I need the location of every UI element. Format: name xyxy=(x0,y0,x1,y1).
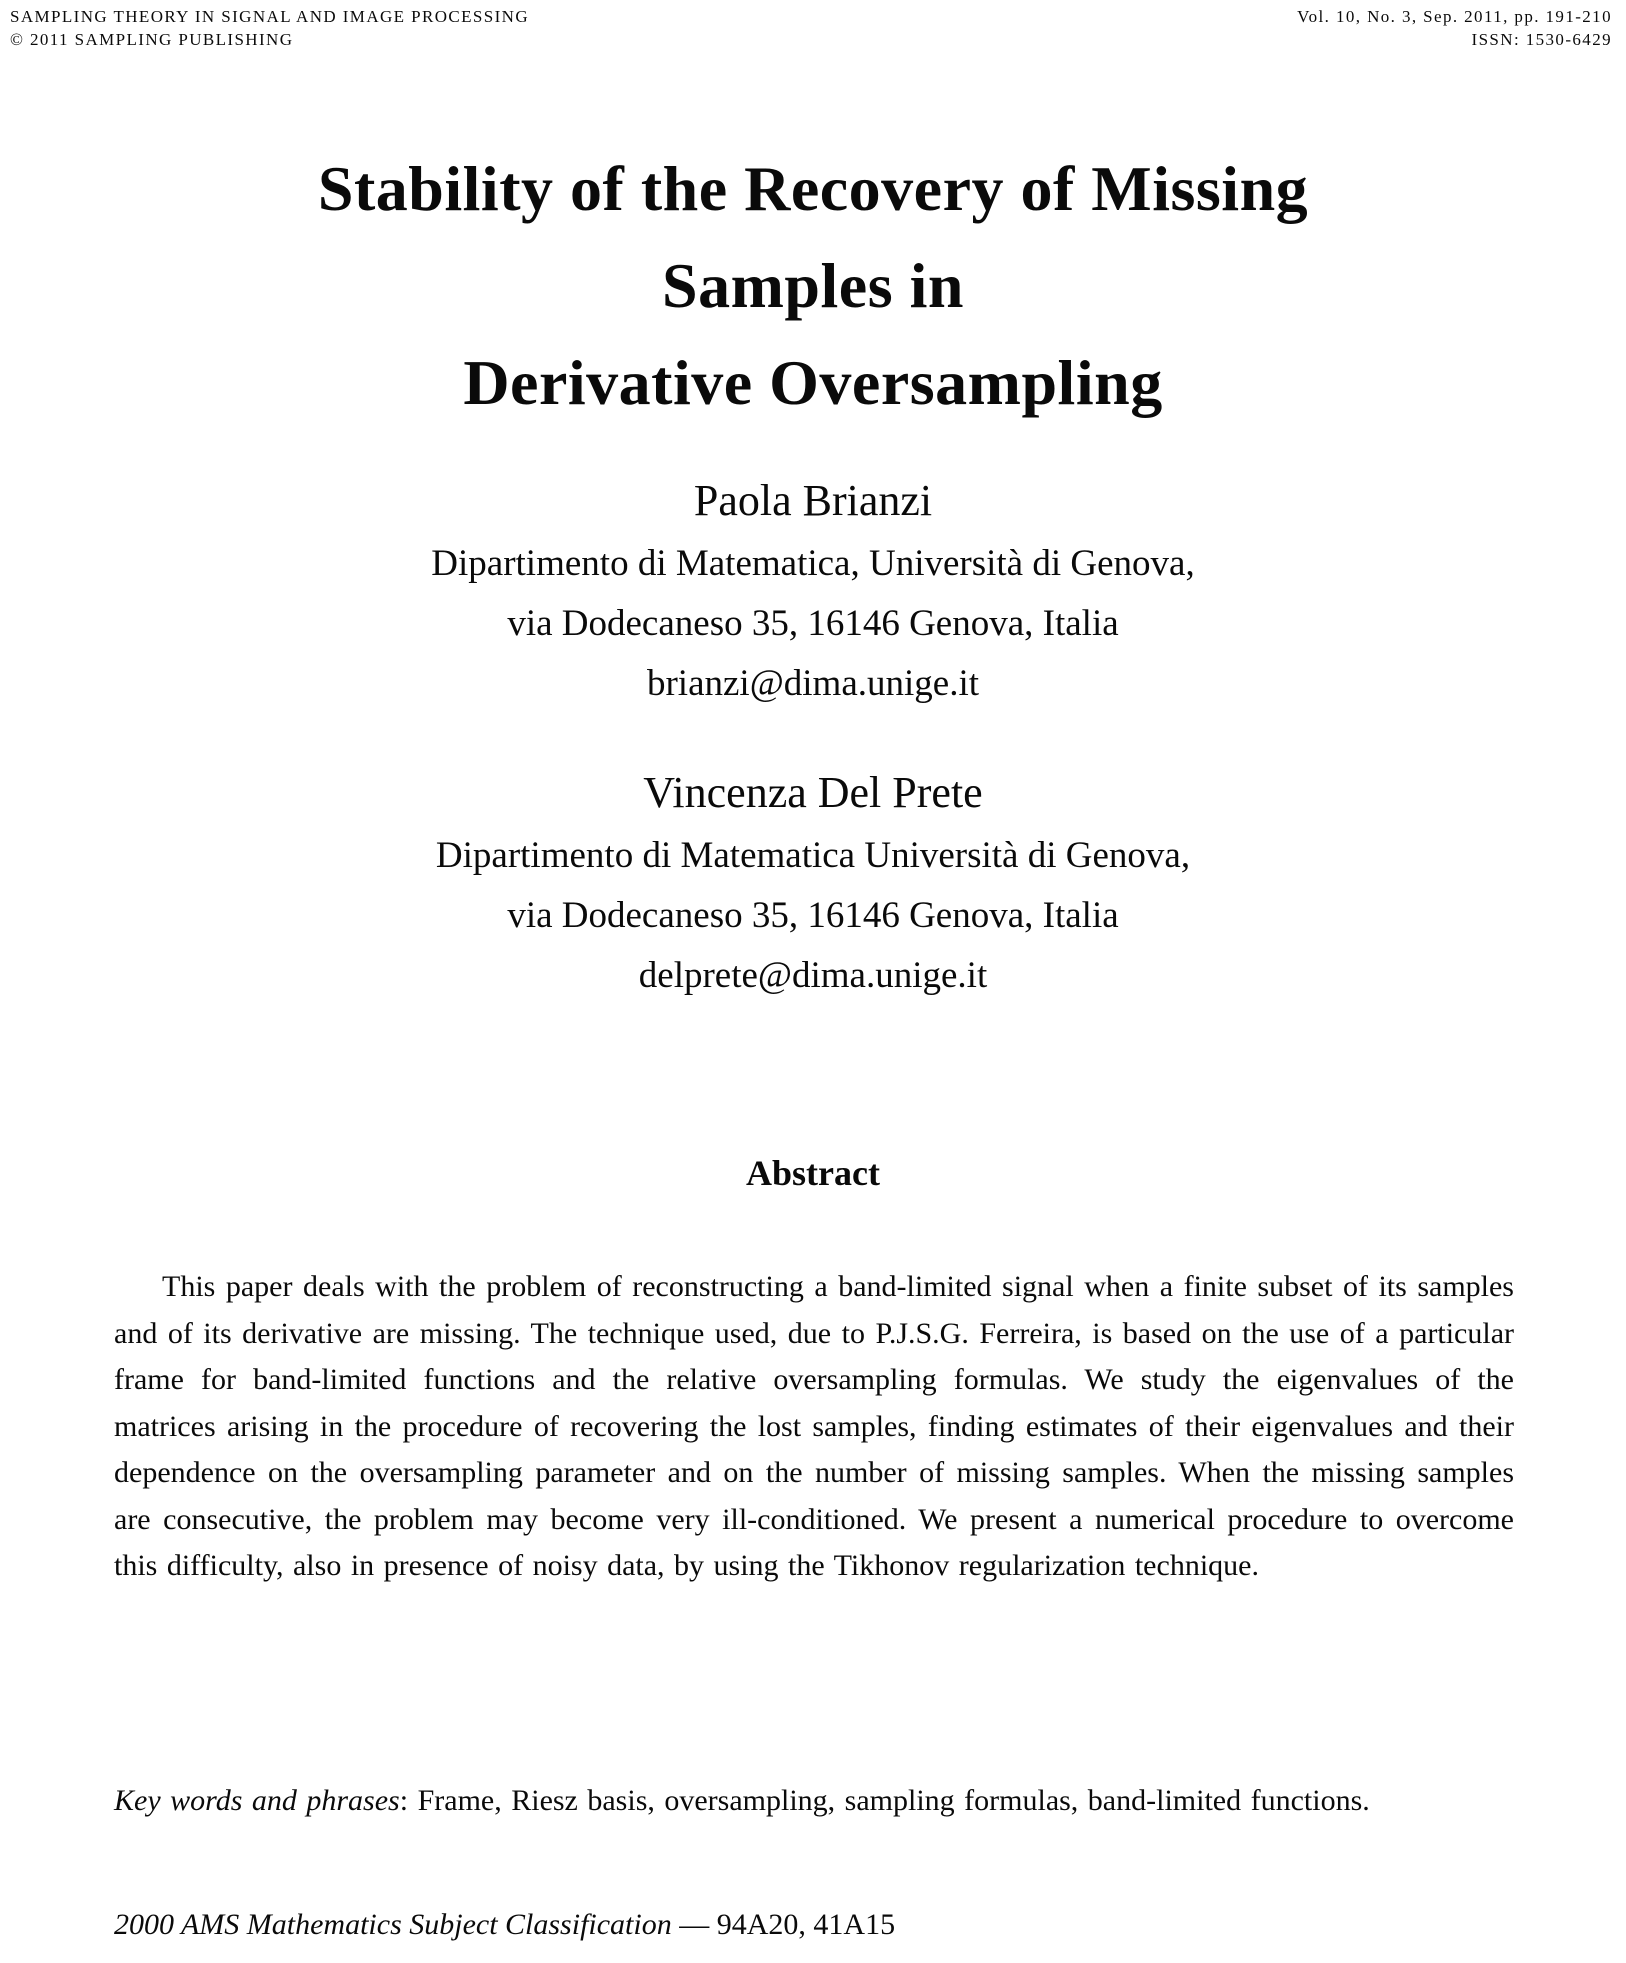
journal-header xyxy=(10,5,1612,51)
journal-header-right xyxy=(1297,5,1612,51)
author-block-2 xyxy=(0,760,1626,1006)
paper-title-line-3: Derivative Oversampling xyxy=(463,347,1163,418)
author-1-affiliation-2: via Dodecaneso 35, 16146 Genova, Italia xyxy=(507,603,1119,644)
author-block-1 xyxy=(0,468,1626,714)
journal-name: SAMPLING THEORY IN SIGNAL AND IMAGE PROCESSING xyxy=(10,7,530,26)
paper-title-line-1: Stability of the Recovery of Missing xyxy=(317,153,1309,224)
keywords-text: Frame, Riesz basis, oversampling, sampling formulas, band-limited functions. xyxy=(417,1784,1370,1817)
author-1-name: Paola Brianzi xyxy=(693,476,933,525)
abstract-heading: Abstract xyxy=(746,1153,880,1193)
volume-issue-pages: Vol. 10, No. 3, Sep. 2011, pp. 191-210 xyxy=(1297,7,1612,26)
keywords-label: Key words and phrases xyxy=(114,1784,400,1817)
classification-label: 2000 AMS Mathematics Subject Classification xyxy=(114,1908,672,1941)
journal-header-left xyxy=(10,5,529,51)
author-1-email: brianzi@dima.unige.it xyxy=(646,663,980,704)
classification-line xyxy=(114,1902,1514,1949)
keywords-paragraph xyxy=(114,1778,1514,1825)
keywords-separator: : xyxy=(399,1784,418,1817)
abstract-body: This paper deals with the problem of reconstructing a band-limited signal when a finite subset of its samples and of its derivative are missing. The technique used, due to P.J.S.G. Ferreira, is based on the use of a particular frame for band-limited functions and the relative oversampling formulas. We study the eigenvalues of the matrices arising in the procedure of recovering the lost samples, finding estimates of their eigenvalues and their dependence on the oversampling parameter and on the number of missing samples. When the missing samples are consecutive, the problem may become very ill-conditioned. We present a numerical procedure to overcome this difficulty, also in presence of noisy data, by using the Tikhonov regularization technique. xyxy=(114,1270,1514,1582)
classification-separator: — xyxy=(671,1908,717,1941)
author-2-affiliation-2: via Dodecaneso 35, 16146 Genova, Italia xyxy=(507,895,1119,936)
author-2-affiliation-1: Dipartimento di Matematica Università di Genova, xyxy=(435,835,1191,876)
copyright-line: © 2011 SAMPLING PUBLISHING xyxy=(10,30,294,49)
author-2-name: Vincenza Del Prete xyxy=(643,768,983,817)
paper-title xyxy=(0,140,1626,431)
author-2-email: delprete@dima.unige.it xyxy=(638,955,988,996)
paper-title-line-2: Samples in xyxy=(662,250,964,321)
classification-codes: 94A20, 41A15 xyxy=(716,1908,896,1941)
author-1-affiliation-1: Dipartimento di Matematica, Università di Genova, xyxy=(431,543,1195,584)
issn-line: ISSN: 1530-6429 xyxy=(1471,30,1612,49)
